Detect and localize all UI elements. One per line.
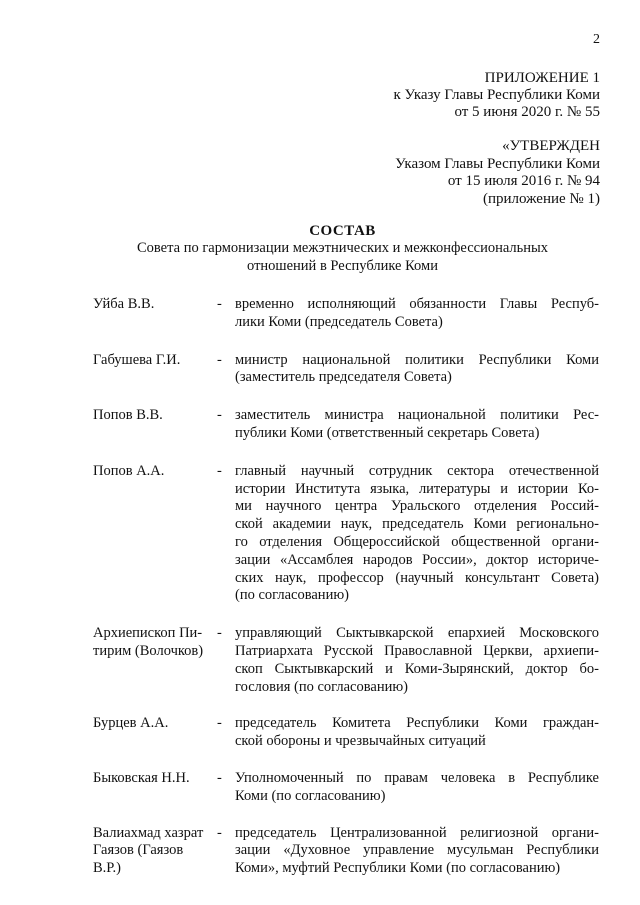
member-description (235, 407, 599, 443)
member-name-line: Быковская Н.Н. (93, 769, 190, 786)
member-description-line: (заместитель председателя Совета) (235, 369, 452, 386)
member-description (235, 770, 599, 806)
approval-line: (приложение № 1) (482, 190, 600, 207)
member-name (93, 407, 217, 443)
member-row (93, 407, 599, 443)
member-dash: - (217, 715, 222, 732)
member-description (235, 352, 599, 388)
subtitle-line: Совета по гармонизации межэтнических и межконфессиональных (137, 240, 548, 256)
member-description (235, 463, 599, 605)
member-dash: - (217, 625, 222, 642)
approval-line: «УТВЕРЖДЕН (502, 138, 600, 154)
member-description-line: заместитель министра национальной политики Рес- (235, 407, 599, 424)
page-number: 2 (593, 32, 600, 47)
member-description-line: временно исполняющий обязанности Главы Респуб- (235, 296, 599, 312)
member-description-line: Патриархата Русской Православной Церкви, архиепи- (235, 642, 599, 659)
member-name-line: Попов А.А. (93, 462, 165, 479)
approval-line: от 15 июля 2016 г. № 94 (447, 173, 600, 189)
member-description (235, 296, 599, 332)
member-name-line: Гаязов (Гаязов (93, 842, 184, 859)
member-name-line: Валиахмад хазрат (93, 824, 204, 841)
member-row (93, 825, 599, 878)
member-dash: - (217, 407, 222, 424)
member-dash: - (217, 351, 222, 368)
member-description-line: зации «Духовное управление мусульман Республики (235, 842, 599, 859)
member-name-line: Габушева Г.И. (93, 351, 181, 368)
member-dash: - (217, 824, 222, 841)
member-description (235, 625, 599, 696)
member-description-line: ми научного центра Уральского отделения Россий- (235, 498, 599, 515)
title-block (0, 222, 640, 275)
member-name (93, 463, 217, 605)
member-name (93, 825, 217, 878)
appendix-line: ПРИЛОЖЕНИЕ 1 (484, 70, 600, 86)
member-dash: - (217, 769, 222, 786)
member-row (93, 296, 599, 332)
member-dash: - (217, 462, 222, 479)
member-name-line: Бурцев А.А. (93, 715, 169, 732)
member-description-line: истории Института языка, литературы и истории Ко- (235, 480, 599, 497)
member-name (93, 770, 217, 806)
member-description-line: Уполномоченный по правам человека в Республике (235, 769, 599, 786)
member-description-line: ских наук, профессор (научный консультант Совета) (235, 569, 599, 586)
member-row (93, 463, 599, 605)
subtitle-line: отношений в Республике Коми (247, 257, 438, 274)
member-name-line: В.Р.) (93, 860, 122, 877)
member-name-line: Архиепископ Пи- (93, 625, 203, 642)
member-description (235, 825, 599, 878)
member-name-line: Уйба В.В. (93, 296, 155, 312)
approval-line: Указом Главы Республики Коми (395, 155, 600, 172)
member-description-line: лики Коми (председатель Совета) (235, 313, 443, 330)
member-name (93, 296, 217, 332)
member-description-line: гословия (по согласованию) (235, 678, 409, 695)
member-description-line: главный научный сотрудник сектора отечественной (235, 462, 599, 479)
member-description-line: председатель Централизованной религиозной органи- (235, 824, 599, 841)
appendix-line: от 5 июня 2020 г. № 55 (454, 104, 600, 120)
member-dash: - (217, 296, 222, 312)
member-description-line: скоп Сыктывкарский и Коми-Зырянский, доктор бо- (235, 660, 599, 677)
document-title: СОСТАВ (309, 223, 376, 239)
member-description-line: Коми (по согласованию) (235, 787, 386, 804)
member-name (93, 715, 217, 751)
member-name-line: Попов В.В. (93, 407, 163, 424)
member-description-line: председатель Комитета Республики Коми граждан- (235, 715, 599, 732)
member-name-line: тирим (Волочков) (93, 642, 204, 659)
member-row (93, 715, 599, 751)
approval-header (395, 138, 600, 208)
member-name (93, 625, 217, 696)
member-description-line: публики Коми (ответственный секретарь Совета) (235, 424, 540, 441)
member-row (93, 770, 599, 806)
member-description-line: зации «Ассамблея народов России», доктор историче- (235, 551, 599, 568)
document-subtitle (0, 240, 640, 275)
member-name (93, 352, 217, 388)
member-description-line: ской обороны и чрезвычайных ситуаций (235, 733, 486, 750)
member-description-line: Коми», муфтий Республики Коми (по согласованию) (235, 860, 561, 877)
member-list (93, 296, 599, 878)
member-description-line: (по согласованию) (235, 587, 349, 604)
member-description-line: министр национальной политики Республики Коми (235, 351, 599, 368)
member-description-line: го отделения Общероссийской общественной органи- (235, 533, 599, 550)
member-row (93, 352, 599, 388)
appendix-line: к Указу Главы Республики Коми (393, 87, 600, 103)
member-description (235, 715, 599, 751)
member-description-line: ской академии наук, председатель Коми регионально- (235, 516, 599, 533)
appendix-header (393, 70, 600, 121)
member-description-line: управляющий Сыктывкарской епархией Московского (235, 625, 599, 642)
member-row (93, 625, 599, 696)
